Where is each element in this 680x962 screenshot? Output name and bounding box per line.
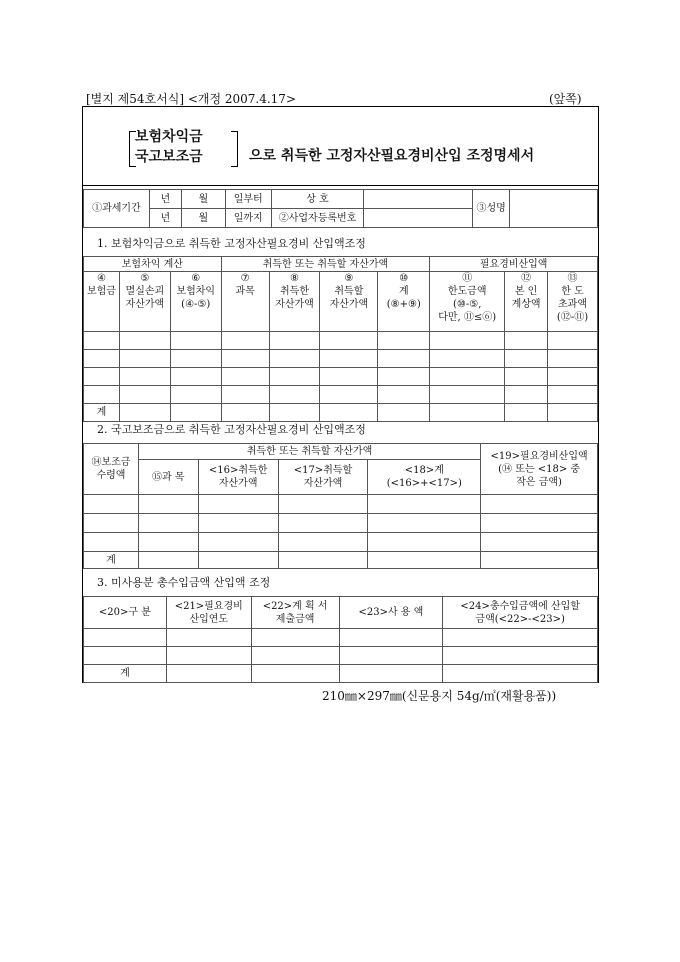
title-block [83,107,598,186]
form-title: 으로 취득한 고정자산필요경비산입 조정명세서 [249,148,535,164]
s1-col-12: ⑫ 본 인 계상액 [505,272,548,332]
name-label: ③성명 [473,190,510,228]
company-field[interactable] [364,190,473,209]
s1-group-insurance: 보험차익 계산 [84,257,222,272]
s1-group-assets: 취득한 또는 취득할 자산가액 [221,257,430,272]
page-side-label: (앞쪽) [549,92,582,106]
s1-col-6: ⑥ 보험차익 (④-⑤) [170,272,221,332]
info-table [83,189,598,228]
s2-col-19: <19>필요경비산입액 (⑭ 또는 <18> 중 작은 금액) [481,444,598,495]
s1-col-10: ⑩ 계 (⑧+⑨) [378,272,430,332]
s3-col-21: <21>필요경비 산입연도 [166,597,251,629]
year-until: 년 [149,209,181,228]
table-row[interactable] [84,350,598,368]
s3-col-22: <22>계 획 서 제출금액 [251,597,339,629]
company-label: 상 호 [271,190,364,209]
s1-col-5: ⑤ 멸실손괴 자산가액 [119,272,170,332]
s1-col-13: ⑬ 한 도 초과액 (⑫-⑪) [548,272,598,332]
bracket-text [135,127,203,167]
s1-col-9: ⑨ 취득할 자산가액 [320,272,378,332]
section2-title: 2. 국고보조금으로 취득한 고정자산필요경비 산입액조정 [97,423,366,436]
year-from: 년 [149,190,181,209]
section1-table [83,256,598,422]
tax-period-label: ①과세기간 [84,190,150,228]
s2-col-14: ⑭보조금 수령액 [84,444,139,495]
biz-no-field[interactable] [364,209,473,228]
right-bracket [231,131,238,167]
s1-group-expense: 필요경비산입액 [430,257,598,272]
table-row[interactable] [84,386,598,404]
s3-col-23: <23>사 용 액 [339,597,443,629]
month-until: 월 [181,209,225,228]
table-row[interactable] [84,629,598,647]
section3-table [83,596,598,683]
month-from: 월 [181,190,225,209]
table-row[interactable] [84,533,598,552]
paper-spec: 210㎜×297㎜(신문용지 54g/㎡(재활용품)) [322,689,557,703]
section2-table [83,443,598,569]
s2-col-15: ⑮과 목 [138,460,198,495]
s3-col-20: <20>구 분 [84,597,167,629]
s3-col-24: <24>총수입금액에 산입할 금액(<22>-<23>) [443,597,598,629]
s1-col-4: ④ 보험금 [84,272,120,332]
bracket-top: 보험차익금 [135,129,203,145]
s2-col-18: <18>계 (<16>+<17>) [368,460,481,495]
form-frame [82,106,599,683]
table-row[interactable] [84,647,598,665]
s1-col-11: ⑪ 한도금액 (⑩-⑤, 다만, ⑪≤⑥) [430,272,505,332]
table-row[interactable] [84,495,598,514]
table-row[interactable] [84,368,598,386]
bracket-bottom: 국고보조금 [135,149,203,165]
s3-total-label: 계 [84,665,167,683]
section3-title: 3. 미사용분 총수입금액 산입액 조정 [97,576,271,589]
s2-group-assets: 취득한 또는 취득할 자산가액 [138,444,480,460]
s1-total-label: 계 [84,404,120,422]
section1-title: 1. 보험차익금으로 취득한 고정자산필요경비 산입액조정 [97,237,366,250]
day-from: 일부터 [225,190,271,209]
s1-col-8: ⑧ 취득한 자산가액 [269,272,320,332]
day-until: 일까지 [225,209,271,228]
biz-no-label: ②사업자등록번호 [271,209,364,228]
name-field[interactable] [510,190,598,228]
s2-col-16: <16>취득한 자산가액 [198,460,278,495]
s2-total-label: 계 [84,552,139,569]
table-row[interactable] [84,514,598,533]
form-reference: [별지 제54호서식] <개정 2007.4.17> [86,92,296,106]
s2-col-17: <17>취득할 자산가액 [278,460,368,495]
s1-col-7: ⑦ 과목 [221,272,269,332]
table-row[interactable] [84,332,598,350]
